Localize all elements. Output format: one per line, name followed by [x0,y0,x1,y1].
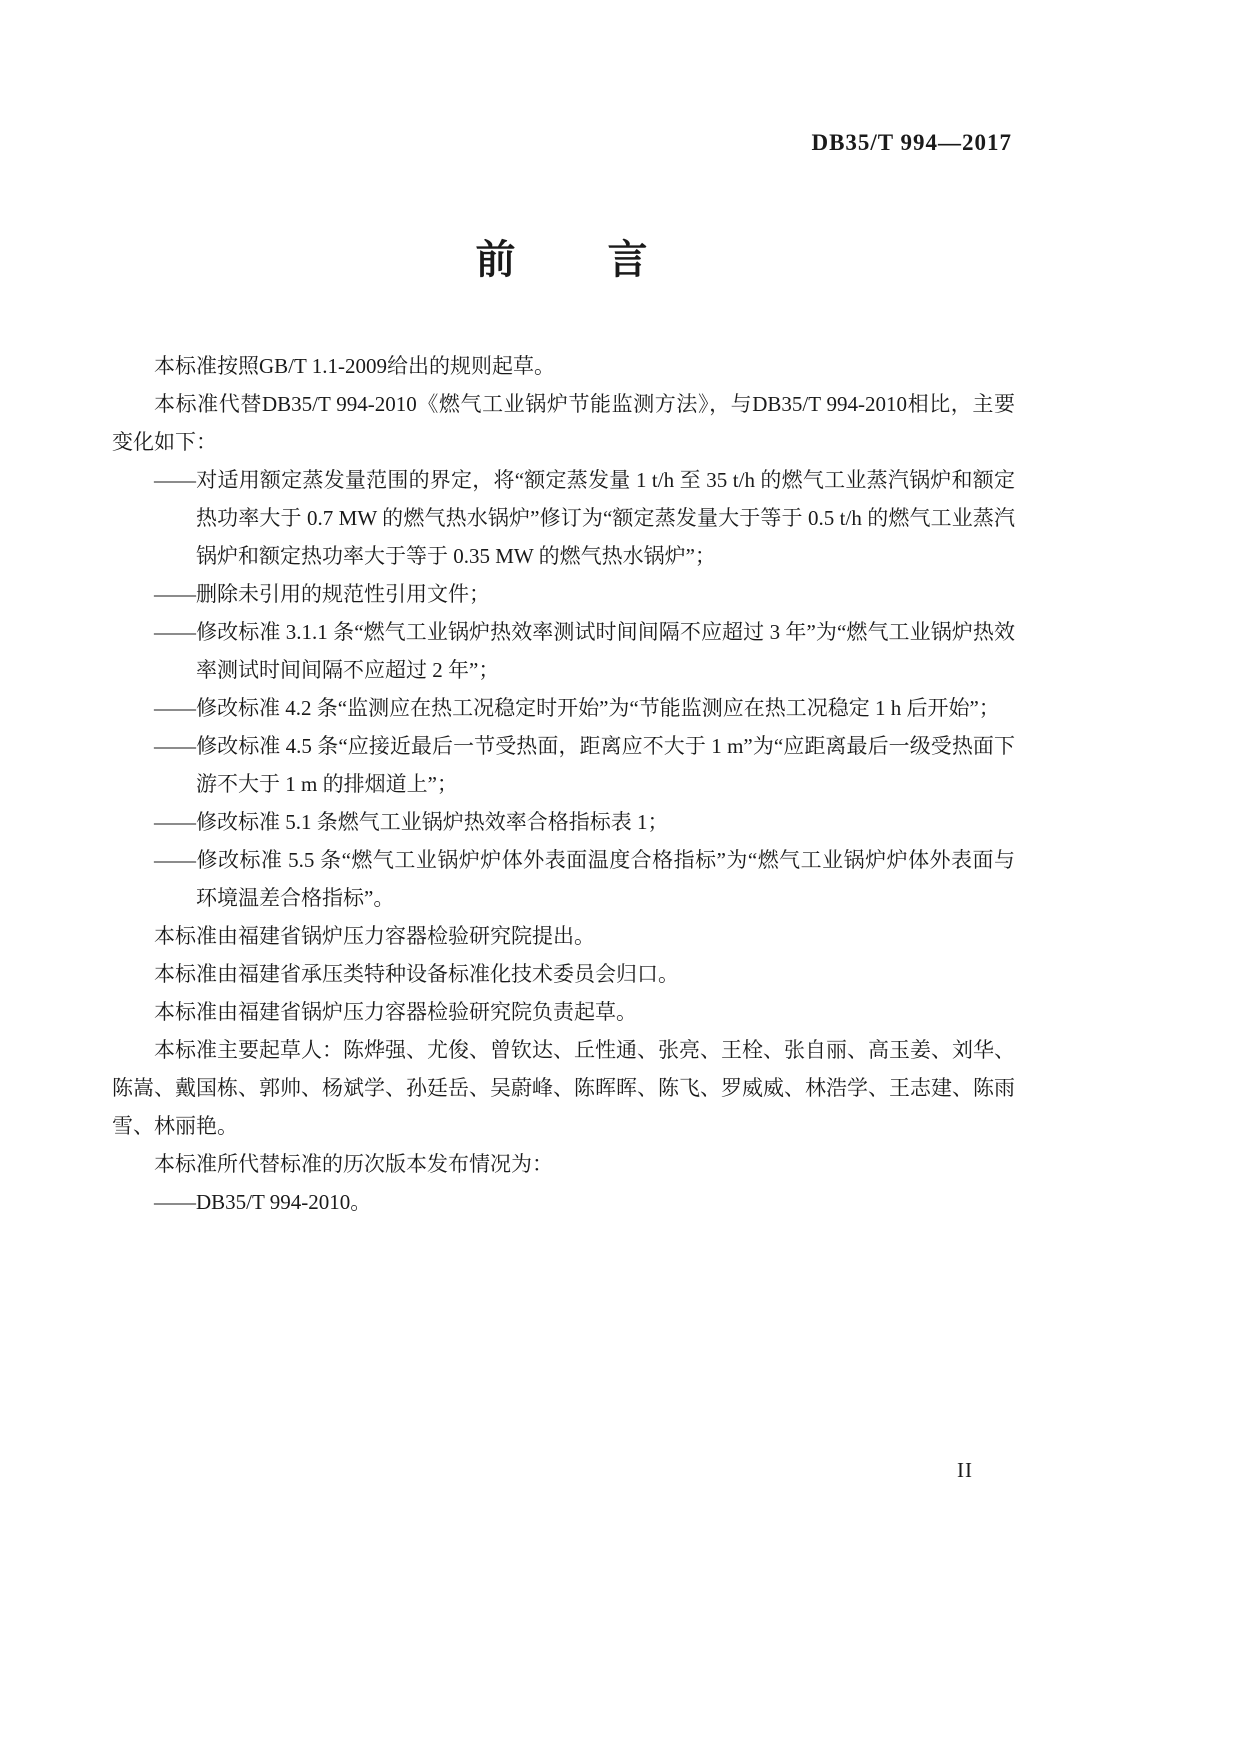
paragraph: 本标准按照GB/T 1.1-2009给出的规则起草。 [154,354,555,378]
previous-edition-item: ——DB35/T 994-2010。 [154,1190,372,1214]
change-list-item: ——修改标准 5.5 条“燃气工业锅炉炉体外表面温度合格指标”为“燃气工业锅炉炉体外表面与环境温差合格指标”。 [154,848,1015,910]
document-body [112,347,1015,1221]
document-number: DB35/T 994—2017 [811,130,1012,155]
page-title: 前 言 [475,237,652,282]
change-list-item: ——修改标准 4.2 条“监测应在热工况稳定时开始”为“节能监测应在热工况稳定 1 h 后开始”； [154,696,1000,720]
change-list-item: ——对适用额定蒸发量范围的界定，将“额定蒸发量 1 t/h 至 35 t/h 的燃气工业蒸汽锅炉和额定热功率大于 0.7 MW 的燃气热水锅炉”修订为“额定蒸发量大于等于 0.5 t/h 的燃气工业蒸汽锅炉和额定热功率大于等于 0.35 MW 的燃气热水锅炉”； [154,468,1015,568]
paragraph: 本标准所代替标准的历次版本发布情况为： [154,1152,553,1176]
change-list-item: ——删除未引用的规范性引用文件； [154,582,490,606]
paragraph: 本标准由福建省锅炉压力容器检验研究院提出。 [154,924,595,948]
paragraph: 本标准主要起草人：陈烨强、尤俊、曾钦达、丘性通、张亮、王栓、张自丽、高玉姜、刘华、陈嵩、戴国栋、郭帅、杨斌学、孙廷岳、吴蔚峰、陈晖晖、陈飞、罗威威、林浩学、王志建、陈雨雪、林丽艳。 [112,1038,1015,1138]
change-list-item: ——修改标准 5.1 条燃气工业锅炉热效率合格指标表 1； [154,810,669,834]
page-number: II [957,1458,973,1482]
change-list-item: ——修改标准 4.5 条“应接近最后一节受热面，距离应不大于 1 m”为“应距离最后一级受热面下游不大于 1 m 的排烟道上”； [154,734,1015,796]
document-content [112,0,1015,1221]
paragraph: 本标准由福建省承压类特种设备标准化技术委员会归口。 [154,962,679,986]
paragraph: 本标准代替DB35/T 994-2010《燃气工业锅炉节能监测方法》，与DB35/T 994-2010相比，主要变化如下： [112,392,1015,454]
change-list-item: ——修改标准 3.1.1 条“燃气工业锅炉热效率测试时间间隔不应超过 3 年”为“燃气工业锅炉热效率测试时间间隔不应超过 2 年”； [154,620,1015,682]
paragraph: 本标准由福建省锅炉压力容器检验研究院负责起草。 [154,1000,637,1024]
